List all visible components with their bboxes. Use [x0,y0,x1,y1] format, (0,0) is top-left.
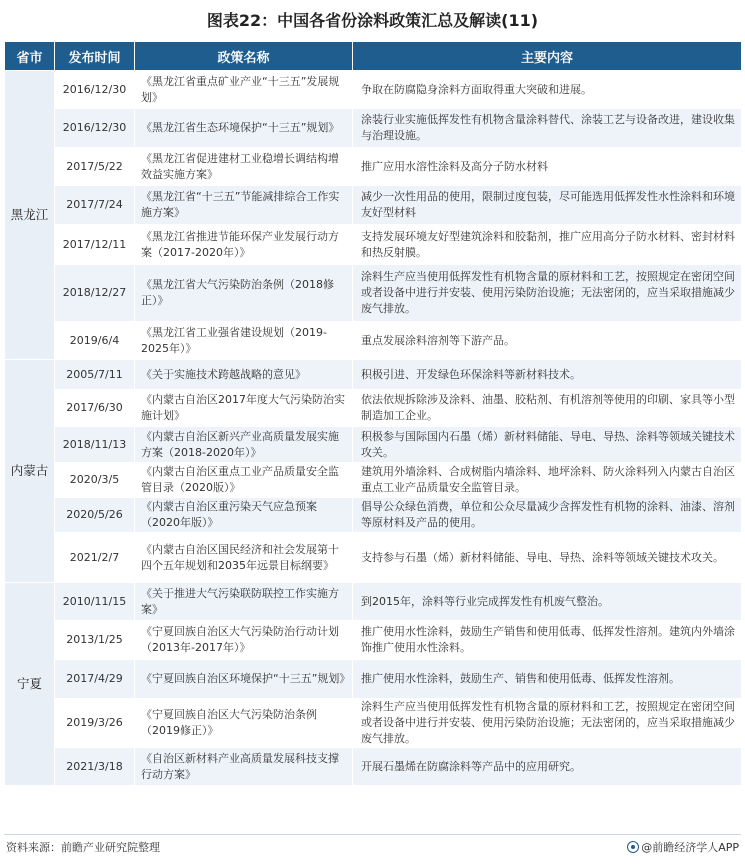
table-row [5,360,742,390]
date-cell: 2020/5/26 [55,498,135,533]
date-cell: 2019/3/26 [55,699,135,748]
content-cell: 争取在防腐隐身涂料方面取得重大突破和进展。 [353,71,742,109]
date-cell: 2020/3/5 [55,463,135,498]
table-row [5,621,742,660]
date-cell: 2016/12/30 [55,71,135,109]
policy-name-cell: 《内蒙古自治区新兴产业高质量发展实施方案（2018-2020年）》 [135,427,353,463]
province-cell: 内蒙古 [5,360,55,583]
table-row [5,186,742,225]
content-cell: 重点发展涂料溶剂等下游产品。 [353,322,742,360]
content-cell: 推广应用水溶性涂料及高分子防水材料 [353,148,742,186]
source-note: 资料来源：前瞻产业研究院整理 [6,841,160,854]
date-cell: 2010/11/15 [55,583,135,621]
content-cell: 涂料生产应当使用低挥发性有机物含量的原材料和工艺，按照规定在密闭空间或者设备中进行并安装、使用污染防治设施；无法密闭的，应当采取措施减少废气排放。 [353,265,742,322]
table-row [5,748,742,786]
date-cell: 2016/12/30 [55,109,135,148]
date-cell: 2021/3/18 [55,748,135,786]
qianzhan-logo-icon [627,841,639,853]
content-cell: 涂料生产应当使用低挥发性有机物含量的原材料和工艺，按照规定在密闭空间或者设备中进行并安装、使用污染防治设施；无法密闭的，应当采取措施减少废气排放。 [353,699,742,748]
policy-name-cell: 《黑龙江省重点矿业产业“十三五”发展规划》 [135,71,353,109]
header-content: 主要内容 [353,42,742,71]
date-cell: 2017/12/11 [55,225,135,265]
date-cell: 2018/12/27 [55,265,135,322]
table-header-row [5,42,742,71]
table-row [5,699,742,748]
content-cell: 推广使用水性涂料，鼓励生产销售和使用低毒、低挥发性溶剂。建筑内外墙涂饰推广使用水性涂料。 [353,621,742,660]
policy-name-cell: 《宁夏回族自治区环境保护“十三五”规划》 [135,660,353,699]
content-cell: 开展石墨烯在防腐涂料等产品中的应用研究。 [353,748,742,786]
table-row [5,660,742,699]
footer [4,838,741,858]
policy-name-cell: 《内蒙古自治区2017年度大气污染防治实施计划》 [135,390,353,427]
content-cell: 推广使用水性涂料，鼓励生产、销售和使用低毒、低挥发性溶剂。 [353,660,742,699]
policy-name-cell: 《黑龙江省生态环境保护“十三五”规划》 [135,109,353,148]
table-row [5,463,742,498]
table-row [5,533,742,583]
province-cell: 宁夏 [5,583,55,786]
policy-name-cell: 《宁夏回族自治区大气污染防治行动计划（2013年-2017年）》 [135,621,353,660]
province-cell: 黑龙江 [5,71,55,360]
content-cell: 减少一次性用品的使用，限制过度包装，尽可能选用低挥发性水性涂料和环境友好型材料 [353,186,742,225]
content-cell: 积极引进、开发绿色环保涂料等新材料技术。 [353,360,742,390]
content-cell: 倡导公众绿色消费，单位和公众尽量减少含挥发性有机物的涂料、油漆、溶剂等原材料及产品的使用。 [353,498,742,533]
policy-name-cell: 《宁夏回族自治区大气污染防治条例（2019修正）》 [135,699,353,748]
table-row [5,322,742,360]
date-cell: 2017/5/22 [55,148,135,186]
table-body [5,71,742,786]
table-row [5,427,742,463]
policy-name-cell: 《关于推进大气污染联防联控工作实施方案》 [135,583,353,621]
header-policy: 政策名称 [135,42,353,71]
date-cell: 2018/11/13 [55,427,135,463]
header-date: 发布时间 [55,42,135,71]
table-row [5,225,742,265]
content-cell: 到2015年，涂料等行业完成挥发性有机废气整治。 [353,583,742,621]
policy-name-cell: 《黑龙江省“十三五”节能减排综合工作实施方案》 [135,186,353,225]
content-cell: 支持参与石墨（烯）新材料储能、导电、导热、涂料等领域关键技术攻关。 [353,533,742,583]
date-cell: 2013/1/25 [55,621,135,660]
brand-label: @前瞻经济学人APP [641,841,739,854]
date-cell: 2019/6/4 [55,322,135,360]
table-row [5,583,742,621]
footer-divider [4,834,741,835]
policy-name-cell: 《黑龙江省大气污染防治条例（2018修正）》 [135,265,353,322]
content-cell: 依法依规拆除涉及涂料、油墨、胶粘剂、有机溶剂等使用的印刷、家具等小型制造加工企业。 [353,390,742,427]
table-row [5,390,742,427]
policy-name-cell: 《内蒙古自治区国民经济和社会发展第十四个五年规划和2035年远景目标纲要》 [135,533,353,583]
table-row [5,109,742,148]
policy-table [4,41,742,786]
table-row [5,71,742,109]
chart-title: 图表22：中国各省份涂料政策汇总及解读(11) [206,11,539,30]
policy-name-cell: 《内蒙古自治区重点工业产品质量安全监管目录（2020版）》 [135,463,353,498]
table-row [5,498,742,533]
table-row [5,265,742,322]
content-cell: 涂装行业实施低挥发性有机物含量涂料替代、涂装工艺与设备改进，建设收集与治理设施。 [353,109,742,148]
policy-name-cell: 《黑龙江省促进建材工业稳增长调结构增效益实施方案》 [135,148,353,186]
date-cell: 2017/4/29 [55,660,135,699]
date-cell: 2005/7/11 [55,360,135,390]
date-cell: 2017/7/24 [55,186,135,225]
policy-name-cell: 《内蒙古自治区重污染天气应急预案（2020年版）》 [135,498,353,533]
policy-name-cell: 《黑龙江省工业强省建设规划（2019-2025年）》 [135,322,353,360]
table-row [5,148,742,186]
policy-name-cell: 《自治区新材料产业高质量发展科技支撑行动方案》 [135,748,353,786]
header-province: 省市 [5,42,55,71]
date-cell: 2017/6/30 [55,390,135,427]
content-cell: 支持发展环境友好型建筑涂料和胶黏剂，推广应用高分子防水材料、密封材料和热反射膜。 [353,225,742,265]
content-cell: 建筑用外墙涂料、合成树脂内墙涂料、地坪涂料、防火涂料列入内蒙古自治区重点工业产品质量安全监管目录。 [353,463,742,498]
content-cell: 积极参与国际国内石墨（烯）新材料储能、导电、导热、涂料等领域关键技术攻关。 [353,427,742,463]
brand-watermark [627,838,739,858]
policy-name-cell: 《关于实施技术跨越战略的意见》 [135,360,353,390]
date-cell: 2021/2/7 [55,533,135,583]
policy-name-cell: 《黑龙江省推进节能环保产业发展行动方案（2017-2020年）》 [135,225,353,265]
